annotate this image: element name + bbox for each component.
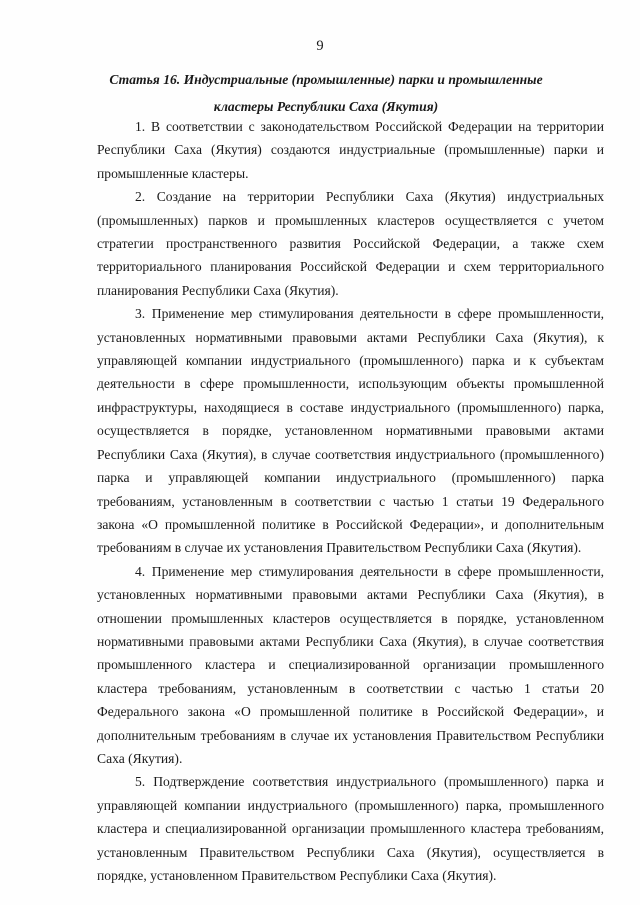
article-body — [97, 115, 604, 887]
article-title — [90, 66, 562, 120]
article-title-line-1: Статья 16. Индустриальные (промышленные) парки и промышленные — [109, 72, 543, 87]
paragraph-4: 4. Применение мер стимулирования деятельности в сфере промышленности, установленных нормативными правовыми актами Республики Саха (Якутия), в отношении промышленных кластеров осуществляется в порядке, установленном нормативными правовыми актами Республики Саха (Якутия), в случае соответствия промышленного кластера и специализированной организации промышленного кластера требованиям, установленным в соответствии с частью 1 статьи 20 Федерального закона «О промышленной политике в Российской Федерации», и дополнительным требованиям в случае их установления Правительством Республики Саха (Якутия). — [97, 563, 604, 766]
paragraph-2: 2. Создание на территории Республики Саха (Якутия) индустриальных (промышленных) парков и промышленных кластеров осуществляется с учетом стратегии пространственного развития Российской Федерации, а также схем территориального планирования Российской Федерации и схем территориального планирования Республики Саха (Якутия). — [97, 189, 604, 298]
paragraph-5: 5. Подтверждение соответствия индустриального (промышленного) парка и управляющей компании индустриального (промышленного) парка, промышленного кластера и специализированной организации промышленного кластера требованиям, установленным Правительством Республики Саха (Якутия), осуществляется в порядке, установленном Правительством Республики Саха (Якутия). — [97, 774, 604, 883]
paragraph-3: 3. Применение мер стимулирования деятельности в сфере промышленности, установленных нормативными правовыми актами Республики Саха (Якутия), к управляющей компании индустриального (промышленного) парка и к субъектам деятельности в сфере промышленности, использующим объекты промышленной инфраструктуры, находящиеся в составе индустриального (промышленного) парка, осуществляется в порядке, установленном нормативными правовыми актами Республики Саха (Якутия), в случае соответствия индустриального (промышленного) парка и управляющей компании индустриального (промышленного) парка требованиям, установленным в соответствии с частью 1 статьи 19 Федерального закона «О промышленной политике в Российской Федерации», и дополнительным требованиям в случае их установления Правительством Республики Саха (Якутия). — [97, 306, 604, 556]
paragraph-1: 1. В соответствии с законодательством Российской Федерации на территории Республики Саха (Якутия) создаются индустриальные (промышленные) парки и промышленные кластеры. — [97, 119, 604, 181]
page-number: 9 — [316, 38, 324, 54]
article-title-line-2: кластеры Республики Саха (Якутия) — [213, 99, 439, 114]
